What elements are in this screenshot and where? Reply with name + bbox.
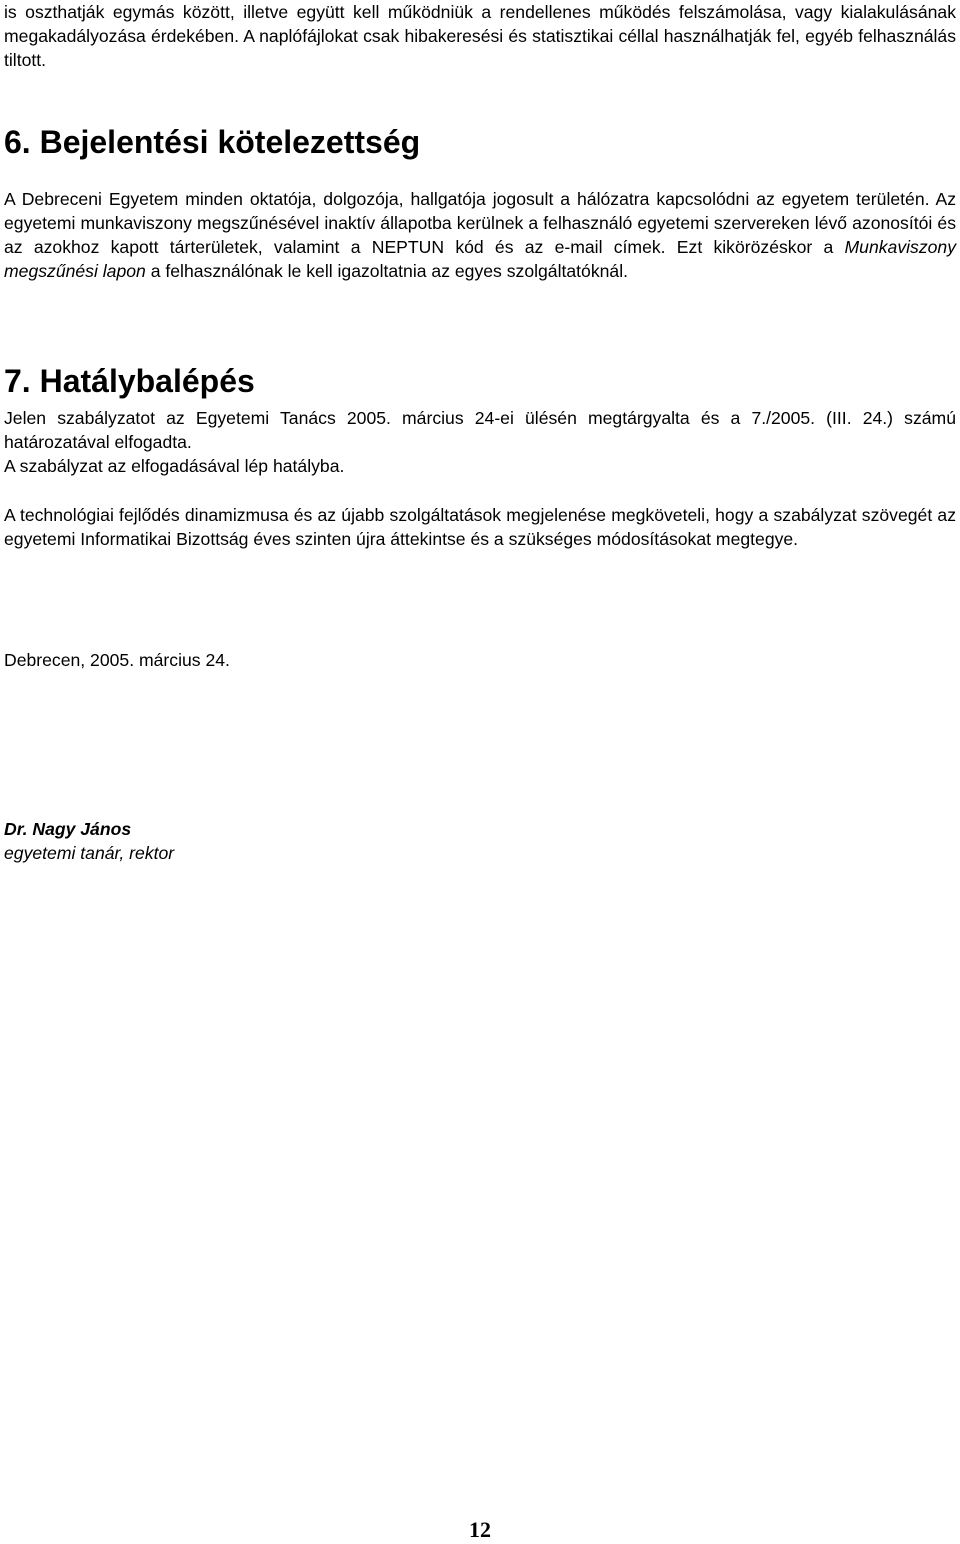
- section-7-paragraph-effect: A szabályzat az elfogadásával lép hatályba.: [4, 456, 345, 476]
- section-6-paragraph: [4, 187, 956, 283]
- section-6-text-part2: a felhasználónak le kell igazoltatnia az egyes szolgáltatóknál.: [145, 261, 628, 281]
- place-date: Debrecen, 2005. március 24.: [4, 650, 230, 670]
- section-6-text-part1: A Debreceni Egyetem minden oktatója, dolgozója, hallgatója jogosult a hálózatra kapcsolódni az egyetem területén. Az egyetemi munkaviszony megszűnésével inaktív állapotba kerülnek a felhasználó egyetemi szervereken lévő azonosítói és az azokhoz kapott tárterületek, valamint a NEPTUN kód és az e-mail címek. Ezt kikörözéskor a: [4, 189, 956, 257]
- section-6-heading: 6. Bejelentési kötelezettség: [4, 124, 421, 160]
- signer-title: egyetemi tanár, rektor: [4, 843, 175, 863]
- page-number: 12: [469, 1517, 491, 1542]
- intro-paragraph: is oszthatják egymás között, illetve együtt kell működniük a rendellenes működés felszámolása, vagy kialakulásának megakadályozása érdekében. A naplófájlokat csak hibakeresési és statisztikai céllal használhatják fel, egyéb felhasználás tiltott.: [4, 2, 956, 70]
- section-7-heading: 7. Hatálybalépés: [4, 363, 255, 399]
- signer-name: Dr. Nagy János: [4, 819, 132, 839]
- section-7-paragraph-review: A technológiai fejlődés dinamizmusa és az újabb szolgáltatások megjelenése megköveteli, hogy a szabályzat szövegét az egyetemi Informatikai Bizottság éves szinten újra áttekintse és a szükséges módosításokat megtegye.: [4, 505, 956, 549]
- section-7-paragraph-adoption: Jelen szabályzatot az Egyetemi Tanács 2005. március 24-ei ülésén megtárgyalta és a 7./2005. (III. 24.) számú határozatával elfogadta.: [4, 408, 956, 452]
- section-6-italic-term: Munkaviszony megszűnési lapon: [4, 237, 956, 281]
